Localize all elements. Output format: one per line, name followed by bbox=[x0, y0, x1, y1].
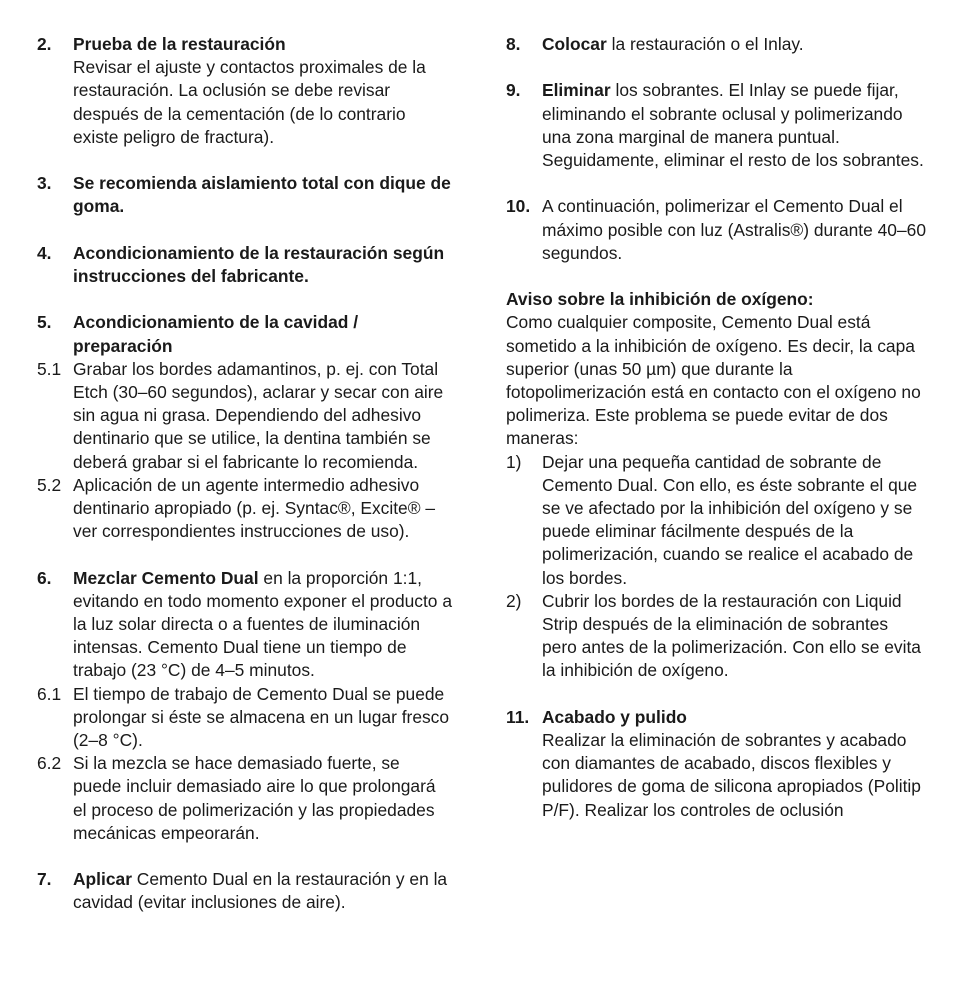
step-number: 3. bbox=[37, 173, 52, 194]
notice-option-2 bbox=[506, 590, 926, 683]
step-lead: Aplicar bbox=[73, 869, 132, 890]
step-title: Acondicionamiento de la restauración según instrucciones del fabricante. bbox=[73, 242, 445, 286]
step-10 bbox=[506, 195, 926, 265]
substep-text: Aplicación de un agente intermedio adhesivo dentinario apropiado (p. ej. Syntac®, Excite® – ver correspondientes instrucciones de uso). bbox=[73, 474, 436, 542]
step-lead: Eliminar bbox=[542, 80, 611, 101]
option-number: 1) bbox=[506, 451, 522, 472]
substep-number: 6.2 bbox=[37, 753, 62, 774]
step-title: Acabado y pulido bbox=[542, 706, 687, 727]
notice-option-1 bbox=[506, 451, 926, 590]
step-4 bbox=[37, 242, 452, 288]
step-lead: Colocar bbox=[542, 34, 607, 54]
step-number: 7. bbox=[37, 869, 52, 890]
step-text: en la proporción 1:1, evitando en todo momento exponer el producto a la luz solar directa o a fuentes de iluminación intensas. Cemento Dual tiene un tiempo de trabajo (23 °C) de 4–5 minutos. bbox=[73, 567, 452, 681]
substep-number: 5.1 bbox=[37, 358, 62, 379]
step-number: 2. bbox=[37, 34, 52, 54]
step-number: 9. bbox=[506, 80, 521, 101]
step-lead: Mezclar Cemento Dual bbox=[73, 567, 259, 588]
option-text: Dejar una pequeña cantidad de sobrante de Cemento Dual. Con ello, es éste sobrante el que se ve afectado por la inhibición del oxígeno y se puede eliminar fácilmente después de la polimerización, cuando se realice el acabado de los bordes. bbox=[542, 451, 918, 588]
step-8 bbox=[506, 33, 926, 56]
right-column bbox=[506, 33, 926, 845]
step-3 bbox=[37, 172, 452, 218]
step-text: Revisar el ajuste y contactos proximales de la restauración. La oclusión se debe revisar después de la cementación (de lo contrario existe peligro de fractura). bbox=[73, 57, 426, 147]
step-text: Realizar la eliminación de sobrantes y acabado con diamantes de acabado, discos flexibles y pulidores de goma de silicona apropiados (Politip P/F). Realizar los controles de oclusión bbox=[542, 730, 921, 820]
step-number: 11. bbox=[506, 706, 530, 727]
substep-text: El tiempo de trabajo de Cemento Dual se puede prolongar si éste se almacena en un lugar fresco (2–8 °C). bbox=[73, 683, 450, 751]
step-11 bbox=[506, 706, 926, 822]
step-text: A continuación, polimerizar el Cemento Dual el máximo posible con luz (Astralis®) durante 40–60 segundos. bbox=[542, 196, 926, 263]
step-text: Cemento Dual en la restauración y en la cavidad (evitar inclusiones de aire). bbox=[73, 869, 448, 913]
substep-text: Grabar los bordes adamantinos, p. ej. con Total Etch (30–60 segundos), aclarar y secar con aire sin agua ni grasa. Dependiendo del adhesivo dentinario que se utilice, la dentina también se deberá grabar si el fabricante lo recomienda. bbox=[73, 358, 444, 472]
substep-number: 5.2 bbox=[37, 474, 62, 495]
step-6 bbox=[37, 567, 452, 683]
option-number: 2) bbox=[506, 590, 522, 611]
step-2 bbox=[37, 33, 452, 149]
step-number: 8. bbox=[506, 34, 521, 54]
step-5 bbox=[37, 311, 452, 357]
substep-text: Si la mezcla se hace demasiado fuerte, se puede incluir demasiado aire lo que prolongará el proceso de polimerización y las propiedades mecánicas empeorarán. bbox=[73, 753, 436, 843]
notice-title: Aviso sobre la inhibición de oxígeno: bbox=[506, 289, 814, 310]
step-9 bbox=[506, 79, 926, 172]
step-number: 5. bbox=[37, 312, 52, 333]
substep-6-1 bbox=[37, 683, 452, 753]
option-text: Cubrir los bordes de la restauración con Liquid Strip después de la eliminación de sobrantes pero antes de la polimerización. Con ello se evita la inhibición de oxígeno. bbox=[542, 590, 921, 681]
step-7 bbox=[37, 868, 452, 914]
step-text: la restauración o el Inlay. bbox=[606, 34, 804, 54]
substep-5-2 bbox=[37, 474, 452, 544]
step-number: 10. bbox=[506, 196, 531, 217]
substep-5-1 bbox=[37, 358, 452, 474]
oxygen-notice bbox=[506, 288, 926, 450]
step-title: Se recomienda aislamiento total con dique de goma. bbox=[73, 173, 451, 217]
left-column bbox=[37, 33, 452, 938]
substep-6-2 bbox=[37, 752, 452, 845]
step-number: 4. bbox=[37, 242, 52, 263]
step-text: los sobrantes. El Inlay se puede fijar, eliminando el sobrante oclusal y polimerizando una zona marginal de manera puntual. Seguidamente, eliminar el resto de los sobrantes. bbox=[542, 80, 924, 170]
step-title: Prueba de la restauración bbox=[73, 34, 286, 54]
step-title: Acondicionamiento de la cavidad / preparación bbox=[73, 312, 359, 356]
notice-text: Como cualquier composite, Cemento Dual está sometido a la inhibición de oxígeno. Es decir, la capa superior (unas 50 µm) que durante la fotopolimerización está en contacto con el oxígeno no polimeriza. Este problema se puede evitar de dos maneras: bbox=[506, 312, 921, 449]
step-number: 6. bbox=[37, 567, 52, 588]
substep-number: 6.1 bbox=[37, 683, 62, 704]
